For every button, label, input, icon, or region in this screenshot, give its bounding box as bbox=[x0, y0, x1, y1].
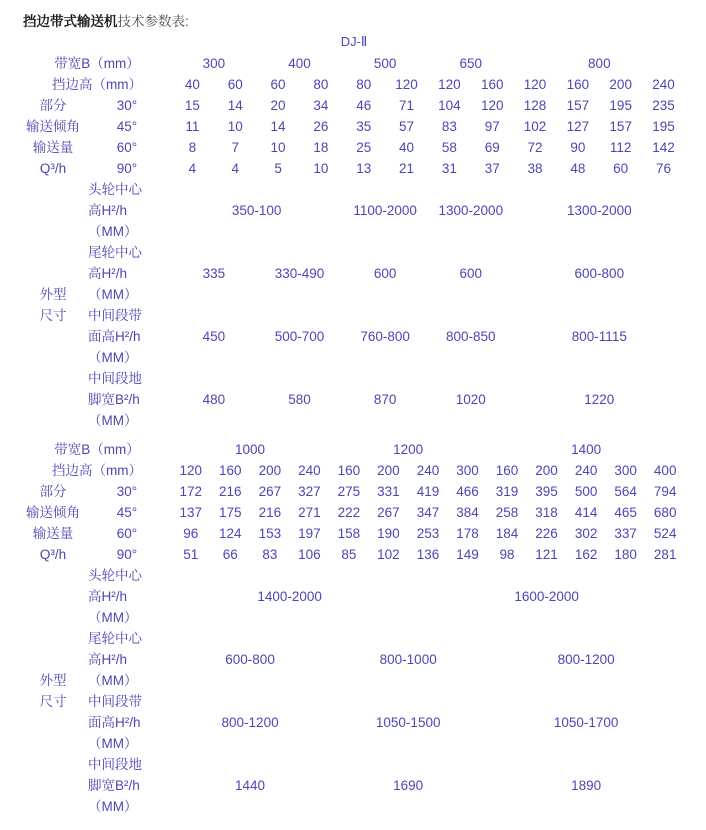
dimension-section-row bbox=[23, 754, 685, 775]
empty-cell bbox=[171, 221, 685, 242]
empty-cell bbox=[171, 754, 685, 775]
capacity-value: 85 bbox=[341, 547, 357, 562]
edge-height-value: 40 bbox=[184, 77, 200, 92]
edge-height-value: 240 bbox=[298, 463, 321, 478]
section-label: 中间段带 bbox=[88, 308, 142, 323]
capacity-value: 794 bbox=[653, 484, 677, 499]
capacity-value: 395 bbox=[535, 484, 558, 499]
edge-height-value: 60 bbox=[270, 77, 286, 92]
dimension-value: 1300-2000 bbox=[567, 203, 632, 218]
capacity-group-label: Q³/h bbox=[39, 547, 67, 562]
capacity-value: 25 bbox=[356, 140, 372, 155]
side-label: 尺寸 bbox=[39, 308, 67, 323]
angle-label: 60° bbox=[116, 140, 138, 155]
capacity-value: 46 bbox=[356, 98, 372, 113]
capacity-row bbox=[23, 502, 685, 523]
empty-cell bbox=[171, 796, 685, 817]
empty-cell bbox=[23, 796, 83, 817]
dimension-value: 870 bbox=[373, 392, 397, 407]
edge-height-label: 挡边高（mm） bbox=[52, 463, 142, 478]
capacity-value: 190 bbox=[377, 526, 400, 541]
dimension-unit-row bbox=[23, 410, 685, 431]
edge-height-value: 60 bbox=[227, 77, 243, 92]
spec-table-lower bbox=[23, 439, 685, 817]
empty-cell bbox=[171, 607, 685, 628]
dimension-value-row bbox=[23, 389, 685, 410]
section-label: 尾轮中心 bbox=[88, 245, 142, 260]
capacity-value: 195 bbox=[609, 98, 632, 113]
capacity-value: 158 bbox=[337, 526, 361, 541]
angle-label: 30° bbox=[116, 98, 138, 113]
capacity-value: 271 bbox=[298, 505, 321, 520]
band-width-label: 带宽B（mm） bbox=[54, 56, 140, 71]
capacity-group-label: 输送量 bbox=[32, 140, 74, 155]
band-width-row bbox=[23, 439, 685, 460]
capacity-value: 106 bbox=[298, 547, 321, 562]
capacity-value: 10 bbox=[270, 140, 286, 155]
dimension-section-row bbox=[23, 565, 685, 586]
capacity-group-label: 输送量 bbox=[32, 526, 74, 541]
dimension-value: 800-850 bbox=[446, 329, 496, 344]
empty-cell bbox=[23, 649, 83, 670]
edge-height-value: 160 bbox=[337, 463, 361, 478]
dimension-value-row bbox=[23, 775, 685, 796]
edge-height-row bbox=[23, 74, 685, 95]
spec-table-upper bbox=[23, 53, 685, 431]
dimension-value: 335 bbox=[202, 266, 226, 281]
dimension-value: 350-100 bbox=[231, 203, 282, 218]
dimension-value: 1050-1700 bbox=[553, 715, 619, 730]
dimension-value: 1690 bbox=[393, 778, 424, 793]
unit-label: （MM） bbox=[88, 610, 138, 625]
edge-height-value: 200 bbox=[535, 463, 558, 478]
dimension-value: 1050-1500 bbox=[375, 715, 441, 730]
page-title-suffix: 技术参数表: bbox=[117, 14, 189, 29]
capacity-value: 127 bbox=[566, 119, 590, 134]
capacity-value: 414 bbox=[574, 505, 598, 520]
empty-cell bbox=[171, 691, 685, 712]
capacity-value: 14 bbox=[270, 119, 286, 134]
empty-cell bbox=[23, 754, 83, 775]
capacity-value: 500 bbox=[574, 484, 598, 499]
capacity-value: 8 bbox=[188, 140, 197, 155]
capacity-row bbox=[23, 137, 685, 158]
edge-height-value: 200 bbox=[258, 463, 282, 478]
capacity-value: 121 bbox=[535, 547, 558, 562]
edge-height-label: 挡边高（mm） bbox=[52, 77, 142, 92]
capacity-value: 13 bbox=[356, 161, 372, 176]
capacity-value: 35 bbox=[356, 119, 372, 134]
dimension-unit-row bbox=[23, 670, 685, 691]
band-width-value: 500 bbox=[373, 56, 397, 71]
section-label: 头轮中心 bbox=[88, 568, 142, 583]
dimension-unit-row bbox=[23, 607, 685, 628]
capacity-value: 178 bbox=[456, 526, 479, 541]
edge-height-value: 80 bbox=[313, 77, 329, 92]
capacity-value: 235 bbox=[652, 98, 675, 113]
capacity-value: 7 bbox=[231, 140, 239, 155]
capacity-value: 90 bbox=[570, 140, 586, 155]
page-title-bold: 挡边带式输送机 bbox=[23, 14, 118, 29]
capacity-value: 10 bbox=[313, 161, 329, 176]
band-width-value: 650 bbox=[459, 56, 483, 71]
capacity-value: 34 bbox=[313, 98, 329, 113]
capacity-value: 102 bbox=[523, 119, 547, 134]
capacity-value: 60 bbox=[613, 161, 629, 176]
capacity-value: 331 bbox=[377, 484, 400, 499]
dimension-section-row bbox=[23, 628, 685, 649]
capacity-row bbox=[23, 95, 685, 116]
dimension-unit-row bbox=[23, 796, 685, 817]
capacity-value: 14 bbox=[227, 98, 243, 113]
dimension-value: 330-490 bbox=[274, 266, 325, 281]
capacity-value: 157 bbox=[566, 98, 590, 113]
empty-cell bbox=[171, 670, 685, 691]
empty-cell bbox=[23, 221, 83, 242]
empty-cell bbox=[23, 242, 83, 263]
capacity-value: 465 bbox=[614, 505, 637, 520]
capacity-value: 26 bbox=[313, 119, 329, 134]
capacity-value: 72 bbox=[527, 140, 543, 155]
capacity-value: 184 bbox=[495, 526, 519, 541]
capacity-value: 69 bbox=[484, 140, 500, 155]
dimension-value-row bbox=[23, 326, 685, 347]
empty-cell bbox=[23, 733, 83, 754]
capacity-group-label: 部分 bbox=[39, 98, 67, 113]
dimension-label: 面高H²/h bbox=[88, 715, 141, 730]
empty-cell bbox=[23, 347, 83, 368]
capacity-value: 172 bbox=[179, 484, 203, 499]
capacity-value: 10 bbox=[227, 119, 243, 134]
dimension-section-row bbox=[23, 179, 685, 200]
dimension-unit-row bbox=[23, 284, 685, 305]
angle-label: 45° bbox=[116, 505, 138, 520]
band-width-value: 1400 bbox=[571, 442, 602, 457]
capacity-value: 83 bbox=[441, 119, 457, 134]
capacity-value: 197 bbox=[298, 526, 321, 541]
capacity-value: 71 bbox=[399, 98, 415, 113]
capacity-value: 66 bbox=[222, 547, 238, 562]
edge-height-value: 120 bbox=[438, 77, 461, 92]
dimension-label: 脚宽B²/h bbox=[88, 392, 140, 407]
dimension-value: 600 bbox=[459, 266, 483, 281]
edge-height-value: 300 bbox=[456, 463, 479, 478]
capacity-value: 281 bbox=[653, 547, 677, 562]
dimension-value-row bbox=[23, 586, 685, 607]
capacity-value: 318 bbox=[535, 505, 558, 520]
angle-label: 90° bbox=[116, 161, 138, 176]
empty-cell bbox=[171, 242, 685, 263]
section-label: 尾轮中心 bbox=[88, 631, 142, 646]
dimension-value: 600-800 bbox=[225, 652, 275, 667]
capacity-value: 15 bbox=[184, 98, 200, 113]
capacity-value: 112 bbox=[609, 140, 632, 155]
section-label: 中间段带 bbox=[88, 694, 142, 709]
model-header: DJ-Ⅱ bbox=[340, 34, 368, 49]
side-label: 外型 bbox=[39, 287, 67, 302]
capacity-value: 136 bbox=[416, 547, 440, 562]
capacity-row bbox=[23, 523, 685, 544]
edge-height-value: 160 bbox=[495, 463, 519, 478]
empty-cell bbox=[23, 565, 83, 586]
side-label: 尺寸 bbox=[39, 694, 67, 709]
dimension-unit-row bbox=[23, 347, 685, 368]
unit-label: （MM） bbox=[88, 287, 138, 302]
dimension-section-row bbox=[23, 305, 685, 326]
capacity-value: 226 bbox=[535, 526, 558, 541]
capacity-group-label: Q³/h bbox=[39, 161, 67, 176]
capacity-row bbox=[23, 544, 685, 565]
dimension-value: 1020 bbox=[455, 392, 486, 407]
dimension-label: 高H²/h bbox=[88, 266, 128, 281]
capacity-value: 21 bbox=[399, 161, 415, 176]
capacity-group-label: 输送倾角 bbox=[26, 119, 80, 134]
edge-height-value: 200 bbox=[609, 77, 632, 92]
empty-cell bbox=[171, 368, 685, 389]
capacity-value: 302 bbox=[574, 526, 598, 541]
unit-label: （MM） bbox=[88, 736, 138, 751]
empty-cell bbox=[23, 200, 83, 221]
capacity-value: 97 bbox=[484, 119, 500, 134]
dimension-value: 600 bbox=[373, 266, 397, 281]
capacity-row bbox=[23, 116, 685, 137]
capacity-value: 524 bbox=[653, 526, 677, 541]
edge-height-value: 240 bbox=[652, 77, 675, 92]
empty-cell bbox=[23, 179, 83, 200]
section-label: 中间段地 bbox=[88, 371, 142, 386]
capacity-value: 4 bbox=[188, 161, 197, 176]
section-label: 中间段地 bbox=[88, 757, 142, 772]
side-label: 外型 bbox=[39, 673, 67, 688]
dimension-section-row bbox=[23, 691, 685, 712]
empty-cell bbox=[171, 565, 685, 586]
capacity-value: 38 bbox=[527, 161, 543, 176]
capacity-value: 48 bbox=[570, 161, 586, 176]
dimension-value: 800-1200 bbox=[557, 652, 615, 667]
band-width-value: 800 bbox=[588, 56, 611, 71]
capacity-value: 180 bbox=[614, 547, 637, 562]
angle-label: 45° bbox=[116, 119, 138, 134]
edge-height-value: 120 bbox=[179, 463, 203, 478]
capacity-value: 216 bbox=[258, 505, 282, 520]
dimension-unit-row bbox=[23, 221, 685, 242]
edge-height-value: 240 bbox=[416, 463, 440, 478]
dimension-value-row bbox=[23, 649, 685, 670]
dimension-value: 580 bbox=[288, 392, 311, 407]
dimension-unit-row bbox=[23, 733, 685, 754]
capacity-row bbox=[23, 158, 685, 179]
dimension-value: 1440 bbox=[235, 778, 266, 793]
empty-cell bbox=[171, 284, 685, 305]
capacity-value: 419 bbox=[416, 484, 440, 499]
capacity-value: 216 bbox=[219, 484, 242, 499]
dimension-value: 760-800 bbox=[360, 329, 410, 344]
edge-height-row bbox=[23, 460, 685, 481]
capacity-value: 466 bbox=[456, 484, 479, 499]
empty-cell bbox=[23, 263, 83, 284]
capacity-value: 275 bbox=[337, 484, 361, 499]
band-width-value: 1000 bbox=[235, 442, 266, 457]
unit-label: （MM） bbox=[88, 799, 138, 814]
capacity-value: 680 bbox=[653, 505, 677, 520]
capacity-value: 258 bbox=[495, 505, 519, 520]
dimension-value: 450 bbox=[202, 329, 226, 344]
capacity-value: 153 bbox=[258, 526, 282, 541]
capacity-value: 40 bbox=[399, 140, 415, 155]
empty-cell bbox=[171, 347, 685, 368]
capacity-value: 76 bbox=[656, 161, 672, 176]
dimension-section-row bbox=[23, 368, 685, 389]
capacity-value: 253 bbox=[416, 526, 440, 541]
capacity-value: 149 bbox=[456, 547, 479, 562]
capacity-value: 142 bbox=[652, 140, 675, 155]
capacity-value: 18 bbox=[313, 140, 329, 155]
capacity-value: 267 bbox=[377, 505, 400, 520]
dimension-value-row bbox=[23, 200, 685, 221]
angle-label: 90° bbox=[116, 547, 138, 562]
empty-cell bbox=[23, 607, 83, 628]
capacity-value: 347 bbox=[416, 505, 440, 520]
empty-cell bbox=[171, 733, 685, 754]
section-label: 头轮中心 bbox=[88, 182, 142, 197]
dimension-value: 1600-2000 bbox=[514, 589, 579, 604]
empty-cell bbox=[171, 179, 685, 200]
capacity-value: 83 bbox=[262, 547, 278, 562]
capacity-value: 120 bbox=[480, 98, 504, 113]
capacity-value: 222 bbox=[337, 505, 361, 520]
capacity-value: 137 bbox=[179, 505, 203, 520]
capacity-value: 37 bbox=[484, 161, 500, 176]
dimension-value: 800-1200 bbox=[221, 715, 279, 730]
dimension-value: 600-800 bbox=[574, 266, 625, 281]
edge-height-value: 240 bbox=[574, 463, 598, 478]
capacity-value: 157 bbox=[609, 119, 632, 134]
unit-label: （MM） bbox=[88, 224, 138, 239]
angle-label: 30° bbox=[116, 484, 138, 499]
edge-height-value: 80 bbox=[356, 77, 372, 92]
angle-label: 60° bbox=[116, 526, 138, 541]
capacity-value: 162 bbox=[574, 547, 598, 562]
capacity-value: 124 bbox=[219, 526, 242, 541]
capacity-group-label: 输送倾角 bbox=[26, 505, 80, 520]
empty-cell bbox=[23, 410, 83, 431]
empty-cell bbox=[171, 410, 685, 431]
capacity-value: 51 bbox=[183, 547, 199, 562]
empty-cell bbox=[23, 628, 83, 649]
capacity-value: 57 bbox=[399, 119, 415, 134]
edge-height-value: 400 bbox=[653, 463, 677, 478]
capacity-value: 96 bbox=[183, 526, 199, 541]
band-width-value: 1200 bbox=[393, 442, 424, 457]
dimension-label: 高H²/h bbox=[88, 589, 128, 604]
dimension-value-row bbox=[23, 712, 685, 733]
capacity-value: 98 bbox=[499, 547, 515, 562]
capacity-value: 104 bbox=[438, 98, 461, 113]
dimension-value: 1100-2000 bbox=[353, 203, 417, 218]
empty-cell bbox=[23, 326, 83, 347]
dimension-value: 500-700 bbox=[274, 329, 325, 344]
band-width-label: 带宽B（mm） bbox=[54, 442, 140, 457]
empty-cell bbox=[23, 712, 83, 733]
dimension-label: 高H²/h bbox=[88, 203, 128, 218]
unit-label: （MM） bbox=[88, 350, 138, 365]
edge-height-value: 120 bbox=[395, 77, 418, 92]
capacity-value: 58 bbox=[441, 140, 457, 155]
dimension-label: 高H²/h bbox=[88, 652, 128, 667]
capacity-value: 4 bbox=[231, 161, 239, 176]
capacity-value: 267 bbox=[258, 484, 282, 499]
capacity-value: 195 bbox=[652, 119, 675, 134]
capacity-value: 327 bbox=[298, 484, 321, 499]
capacity-value: 31 bbox=[441, 161, 457, 176]
dimension-value: 480 bbox=[202, 392, 226, 407]
capacity-value: 384 bbox=[456, 505, 479, 520]
edge-height-value: 160 bbox=[566, 77, 590, 92]
edge-height-value: 160 bbox=[219, 463, 242, 478]
empty-cell bbox=[23, 775, 83, 796]
edge-height-value: 160 bbox=[480, 77, 504, 92]
capacity-value: 5 bbox=[274, 161, 282, 176]
dimension-value: 800-1115 bbox=[571, 329, 627, 344]
edge-height-value: 200 bbox=[377, 463, 400, 478]
dimension-label: 面高H²/h bbox=[88, 329, 141, 344]
dimension-label: 脚宽B²/h bbox=[88, 778, 140, 793]
band-width-row bbox=[23, 53, 685, 74]
capacity-value: 128 bbox=[523, 98, 547, 113]
capacity-group-label: 部分 bbox=[39, 484, 67, 499]
dimension-section-row bbox=[23, 242, 685, 263]
band-width-value: 300 bbox=[202, 56, 226, 71]
dimension-value-row bbox=[23, 263, 685, 284]
empty-cell bbox=[23, 389, 83, 410]
page-title bbox=[23, 12, 696, 31]
unit-label: （MM） bbox=[88, 413, 138, 428]
dimension-value: 1400-2000 bbox=[257, 589, 322, 604]
capacity-value: 20 bbox=[270, 98, 286, 113]
capacity-value: 11 bbox=[185, 119, 200, 134]
capacity-value: 337 bbox=[614, 526, 637, 541]
edge-height-value: 120 bbox=[523, 77, 547, 92]
capacity-value: 319 bbox=[495, 484, 519, 499]
empty-cell bbox=[171, 628, 685, 649]
empty-cell bbox=[23, 368, 83, 389]
empty-cell bbox=[23, 586, 83, 607]
empty-cell bbox=[171, 305, 685, 326]
capacity-value: 102 bbox=[377, 547, 400, 562]
edge-height-value: 300 bbox=[614, 463, 637, 478]
capacity-value: 564 bbox=[614, 484, 637, 499]
band-width-value: 400 bbox=[288, 56, 311, 71]
dimension-value: 1890 bbox=[571, 778, 602, 793]
dimension-value: 1300-2000 bbox=[438, 203, 504, 218]
dimension-value: 1220 bbox=[584, 392, 615, 407]
capacity-value: 175 bbox=[219, 505, 242, 520]
dimension-value: 800-1000 bbox=[379, 652, 437, 667]
capacity-row bbox=[23, 481, 685, 502]
unit-label: （MM） bbox=[88, 673, 138, 688]
